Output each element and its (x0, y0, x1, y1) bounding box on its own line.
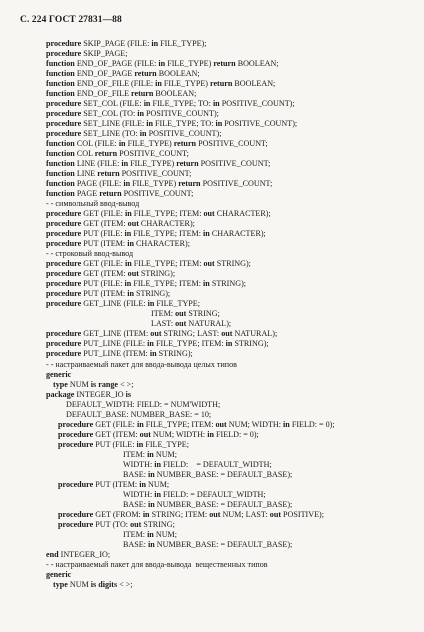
code-line: ITEM: in NUM; (123, 449, 177, 459)
code-line: function END_OF_PAGE (FILE: in FILE_TYPE) return BOOLEAN; (46, 59, 279, 69)
code-line: WIDTH: in FIELD: = DEFAULT_WIDTH; (123, 489, 266, 499)
code-line: ITEM: in NUM; (123, 529, 177, 539)
page-header: С. 224 ГОСТ 27831—88 (20, 15, 122, 25)
code-line: procedure GET_LINE (FILE: in FILE_TYPE; (46, 299, 200, 309)
code-line: function COL (FILE: in FILE_TYPE) return POSITIVE_COUNT; (46, 139, 268, 149)
code-line: - - настраиваемый пакет для ввода-вывода целых типов (46, 359, 238, 369)
code-line: end INTEGER_IO; (46, 549, 111, 559)
code-line: procedure PUT (FILE: in FILE_TYPE; (58, 439, 189, 449)
code-line: ITEM: out STRING; (151, 309, 220, 319)
code-line: procedure PUT (FILE: in FILE_TYPE; ITEM: in STRING); (46, 279, 247, 289)
code-line: function PAGE (FILE: in FILE_TYPE) return POSITIVE_COUNT; (46, 179, 273, 189)
code-line: procedure SKIP_PAGE; (46, 49, 128, 59)
code-line: - - символьный ввод-вывод (46, 199, 140, 209)
code-line: WIDTH: in FIELD: = DEFAULT_WIDTH; (123, 459, 272, 469)
code-line: function LINE (FILE: in FILE_TYPE) return POSITIVE_COUNT; (46, 159, 271, 169)
code-line: procedure SET_COL (FILE: in FILE_TYPE; TO: in POSITIVE_COUNT); (46, 99, 295, 109)
code-line: procedure GET_LINE (ITEM: out STRING; LAST: out NATURAL); (46, 329, 278, 339)
code-line: BASE: in NUMBER_BASE: = DEFAULT_BASE); (123, 499, 293, 509)
code-listing (0, 39, 424, 590)
code-line: - - строковый ввод-вывод (46, 249, 134, 259)
code-line: BASE: in NUMBER_BASE: = DEFAULT_BASE); (123, 539, 293, 549)
code-line: package INTEGER_IO is (46, 389, 132, 399)
code-line: procedure PUT_LINE (FILE: in FILE_TYPE; ITEM: in STRING); (46, 339, 269, 349)
code-line: procedure GET (FROM: in STRING; ITEM: out NUM; LAST: out POSITIVE); (58, 509, 324, 519)
code-line: DEFAULT_WIDTH: FIELD: = NUM'WIDTH; (66, 399, 221, 409)
code-line: procedure SET_COL (TO: in POSITIVE_COUNT); (46, 109, 219, 119)
code-line: function END_OF_FILE (FILE: in FILE_TYPE) return BOOLEAN; (46, 79, 276, 89)
code-line: procedure GET (FILE: in FILE_TYPE; ITEM: out STRING); (46, 259, 251, 269)
code-line: BASE: in NUMBER_BASE: = DEFAULT_BASE); (123, 469, 293, 479)
code-line: procedure GET (FILE: in FILE_TYPE; ITEM: out NUM; WIDTH: in FIELD: = 0); (58, 419, 335, 429)
code-line: generic (46, 369, 72, 379)
code-line: procedure GET (FILE: in FILE_TYPE; ITEM: out CHARACTER); (46, 209, 271, 219)
code-line: function LINE return POSITIVE_COUNT; (46, 169, 192, 179)
code-line: procedure PUT_LINE (ITEM: in STRING); (46, 349, 193, 359)
code-line: procedure PUT (ITEM: in CHARACTER); (46, 239, 190, 249)
code-line: function END_OF_PAGE return BOOLEAN; (46, 69, 200, 79)
code-line: procedure SET_LINE (TO: in POSITIVE_COUNT); (46, 129, 222, 139)
code-line: - - настраиваемый пакет для ввода-вывода вещественных типов (46, 559, 268, 569)
code-line: DEFAULT_BASE: NUMBER_BASE: = 10; (66, 409, 212, 419)
code-line: type NUM is digits < >; (53, 579, 133, 589)
code-line: procedure GET (ITEM: out STRING); (46, 269, 176, 279)
code-line: procedure GET (ITEM: out CHARACTER); (46, 219, 195, 229)
code-line: procedure PUT (TO: out STRING; (58, 519, 175, 529)
code-line: procedure PUT (ITEM: in STRING); (46, 289, 171, 299)
code-line: function COL return POSITIVE_COUNT; (46, 149, 189, 159)
code-line: procedure SET_LINE (FILE: in FILE_TYPE; TO: in POSITIVE_COUNT); (46, 119, 298, 129)
code-line: procedure PUT (FILE: in FILE_TYPE; ITEM: in CHARACTER); (46, 229, 266, 239)
code-line: procedure PUT (ITEM: in NUM; (58, 479, 170, 489)
code-line: type NUM is range < >; (53, 379, 134, 389)
code-line: function PAGE return POSITIVE_COUNT; (46, 189, 194, 199)
code-line: generic (46, 569, 72, 579)
code-line: procedure GET (ITEM: out NUM; WIDTH: in FIELD: = 0); (58, 429, 259, 439)
code-line: procedure SKIP_PAGE (FILE: in FILE_TYPE); (46, 39, 207, 48)
code-line: function END_OF_FILE return BOOLEAN; (46, 89, 197, 99)
code-line: LAST: out NATURAL); (151, 319, 232, 329)
